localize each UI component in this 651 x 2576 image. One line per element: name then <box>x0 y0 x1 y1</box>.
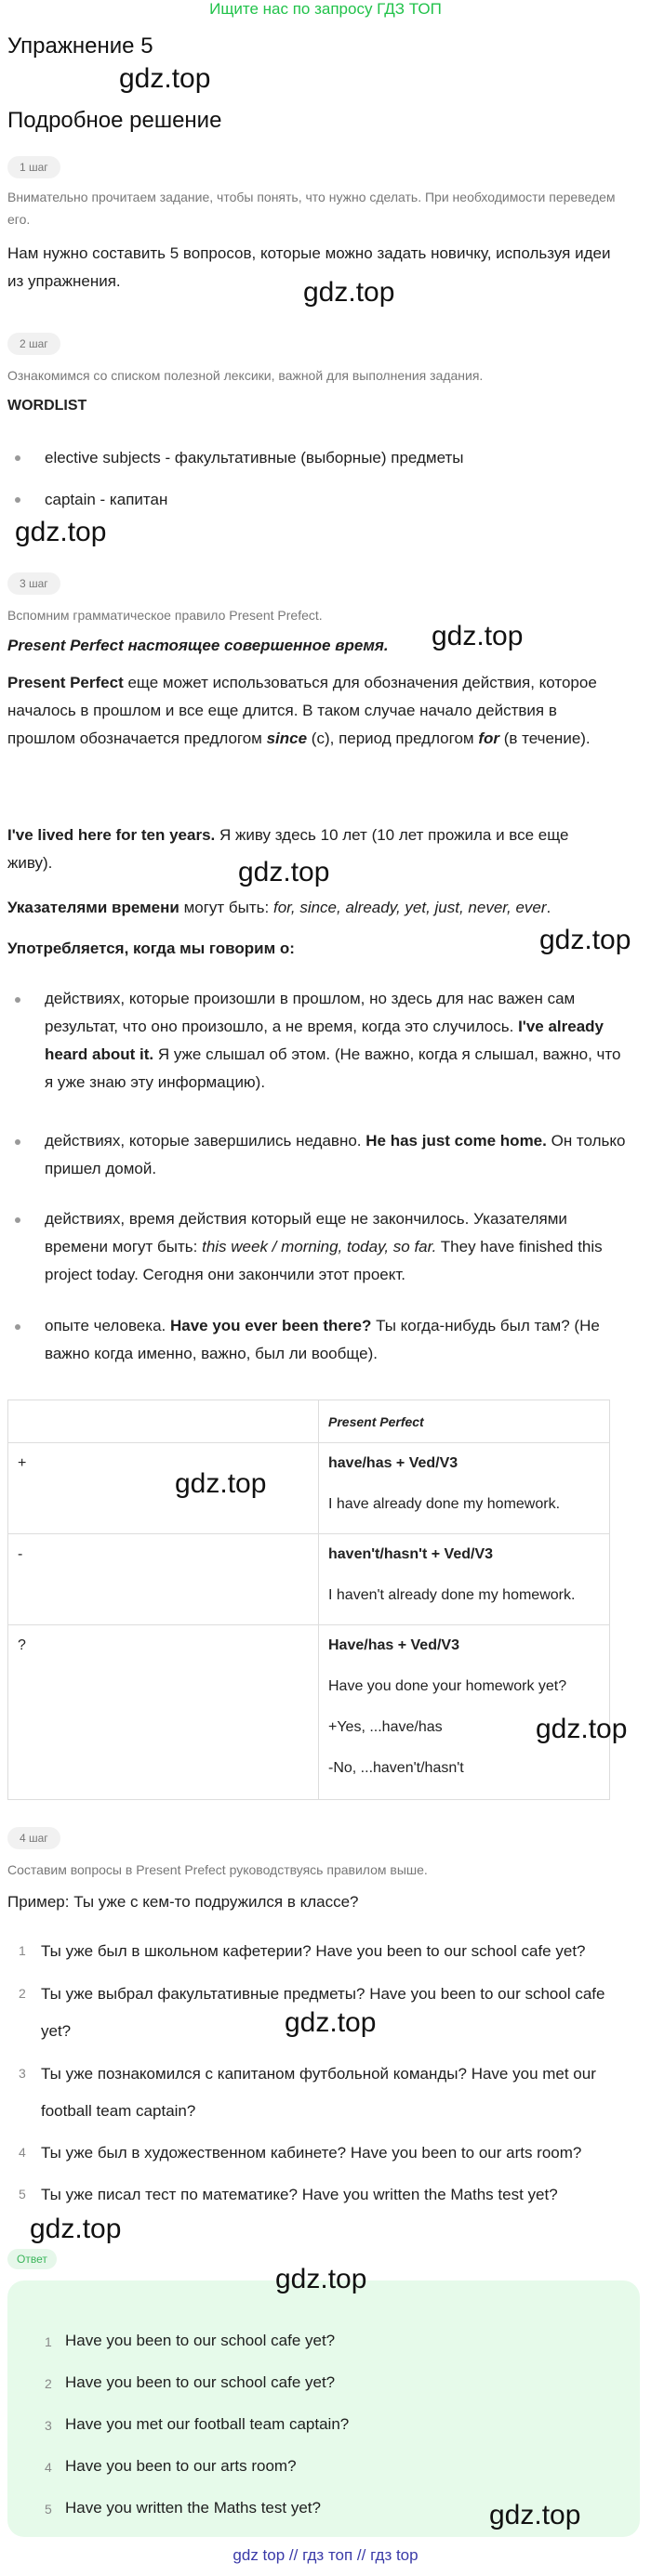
table-row <box>8 1625 610 1800</box>
step-4-hint: Составим вопросы в Present Prefect руководствуясь правилом выше. <box>7 1862 428 1877</box>
wordlist-item: elective subjects - факультативные (выборные) предметы <box>45 449 464 467</box>
answer-number: 2 <box>45 2376 52 2391</box>
watermark: gdz.top <box>303 277 395 308</box>
bullet-dot <box>15 1139 20 1145</box>
question-item: Ты уже был в школьном кафетерии? Have you been to our school cafe yet? <box>41 1942 586 1960</box>
usage-item: действиях, которые произошли в прошлом, но здесь для нас важен сам результат, что оно произошло, а не время, когда это случилось. I've already heard about it. Я уже слышал об этом. (Не важно, когда я слышал, важно, что я уже знаю эту информацию). <box>45 990 621 1091</box>
table-header: Present Perfect <box>319 1400 610 1443</box>
table-cell <box>8 1400 319 1443</box>
watermark: gdz.top <box>15 517 107 547</box>
watermark: gdz.top <box>275 2264 367 2294</box>
bullet-dot <box>15 497 20 503</box>
step-3-paragraph-4: Употребляется, когда мы говорим о: <box>7 940 295 957</box>
watermark: gdz.top <box>30 2214 122 2244</box>
watermark: gdz.top <box>432 621 524 651</box>
answer-item: Have you been to our school cafe yet? <box>65 2332 336 2349</box>
step-3-hint: Вспомним грамматическое правило Present Prefect. <box>7 608 323 623</box>
step-2-hint: Ознакомимся со списком полезной лексики, важной для выполнения задания. <box>7 368 484 383</box>
question-item: Ты уже был в художественном кабинете? Have you been to our arts room? <box>41 2144 582 2162</box>
question-number: 1 <box>19 1943 26 1958</box>
formula: have/has + Ved/V3 <box>328 1455 458 1471</box>
exercise-title: Упражнение 5 <box>7 33 153 59</box>
wordlist-heading: WORDLIST <box>7 398 87 414</box>
bullet-dot <box>15 1324 20 1330</box>
table-row <box>8 1443 610 1534</box>
example: -No, ...haven't/hasn't <box>328 1760 464 1776</box>
example: Have you done your homework yet? <box>328 1678 567 1694</box>
footer-links[interactable]: gdz top // гдз топ // гдз top <box>232 2546 418 2564</box>
table-cell <box>319 1443 610 1534</box>
present-perfect-title: Present Perfect настоящее совершенное время. <box>7 637 389 654</box>
answer-item: Have you met our football team captain? <box>65 2415 350 2433</box>
step-2-badge: 2 шаг <box>7 333 60 355</box>
table-sign: - <box>8 1534 319 1625</box>
answer-number: 1 <box>45 2334 52 2349</box>
table-sign: + <box>8 1443 319 1534</box>
bullet-dot <box>15 1217 20 1223</box>
example: +Yes, ...have/has <box>328 1719 443 1735</box>
answer-number: 4 <box>45 2460 52 2475</box>
watermark: gdz.top <box>175 1468 267 1499</box>
watermark: gdz.top <box>539 925 631 955</box>
example: I haven't already done my homework. <box>328 1587 576 1603</box>
bullet-dot <box>15 997 20 1003</box>
question-item: Ты уже выбрал факультативные предметы? Have you been to our school cafe yet? <box>41 1985 605 2040</box>
step-3-badge: 3 шаг <box>7 572 60 595</box>
answer-item: Have you written the Maths test yet? <box>65 2499 321 2517</box>
table-row <box>8 1534 610 1625</box>
formula: Have/has + Ved/V3 <box>328 1637 459 1653</box>
step-4-badge: 4 шаг <box>7 1827 60 1849</box>
present-perfect-table <box>7 1400 610 1800</box>
usage-item: действиях, время действия который еще не закончилось. Указателями времени могут быть: this week / morning, today, so far. They have finished this project today. Сегодня они закончили этот проект. <box>45 1210 603 1283</box>
table-sign: ? <box>8 1625 319 1800</box>
step-3-paragraph-2: I've lived here for ten years. Я живу здесь 10 лет (10 лет прожила и все еще живу). <box>7 826 569 872</box>
search-banner: Ищите нас по запросу ГДЗ ТОП <box>209 0 442 18</box>
answer-badge: Ответ <box>7 2249 57 2269</box>
step-3-paragraph-3: Указателями времени могут быть: for, since, already, yet, just, never, ever. <box>7 899 551 916</box>
watermark: gdz.top <box>285 2007 377 2038</box>
wordlist-item: captain - капитан <box>45 491 168 508</box>
answer-number: 5 <box>45 2502 52 2517</box>
question-item: Ты уже писал тест по математике? Have you written the Maths test yet? <box>41 2186 558 2203</box>
answer-number: 3 <box>45 2418 52 2433</box>
usage-item: действиях, которые завершились недавно. He has just come home. Он только пришел домой. <box>45 1132 626 1177</box>
watermark: gdz.top <box>238 857 330 887</box>
usage-item: опыте человека. Have you ever been there? Ты когда-нибудь был там? (Не важно когда именно, важно, был ли вообще). <box>45 1317 600 1362</box>
answer-item: Have you been to our arts room? <box>65 2457 297 2475</box>
formula: haven't/hasn't + Ved/V3 <box>328 1546 494 1562</box>
bullet-dot <box>15 455 20 461</box>
question-number: 3 <box>19 2066 26 2081</box>
question-number: 5 <box>19 2187 26 2201</box>
watermark: gdz.top <box>536 1714 628 1744</box>
step-1-hint: Внимательно прочитаем задание, чтобы понять, что нужно сделать. При необходимости переведем его. <box>7 190 616 227</box>
table-header-row <box>8 1400 610 1443</box>
question-item: Ты уже познакомился с капитаном футбольной команды? Have you met our football team captain? <box>41 2065 596 2120</box>
step-1-badge: 1 шаг <box>7 156 60 178</box>
table-cell <box>319 1534 610 1625</box>
step-3-paragraph-1: Present Perfect еще может использоваться для обозначения действия, которое началось в прошлом и все еще длится. В таком случае начало действия в прошлом обозначается предлогом since (с), период предлогом for (в течение). <box>7 674 597 747</box>
table-cell <box>319 1625 610 1800</box>
watermark: gdz.top <box>119 63 211 94</box>
step-1-text: Нам нужно составить 5 вопросов, которые можно задать новичку, используя идеи из упражнения. <box>7 244 611 290</box>
watermark: gdz.top <box>489 2500 581 2530</box>
question-number: 4 <box>19 2145 26 2160</box>
answer-item: Have you been to our school cafe yet? <box>65 2373 336 2391</box>
solution-title: Подробное решение <box>7 108 222 133</box>
example: I have already done my homework. <box>328 1496 561 1512</box>
question-number: 2 <box>19 1986 26 2001</box>
step-4-example: Пример: Ты уже с кем-то подружился в классе? <box>7 1893 359 1911</box>
